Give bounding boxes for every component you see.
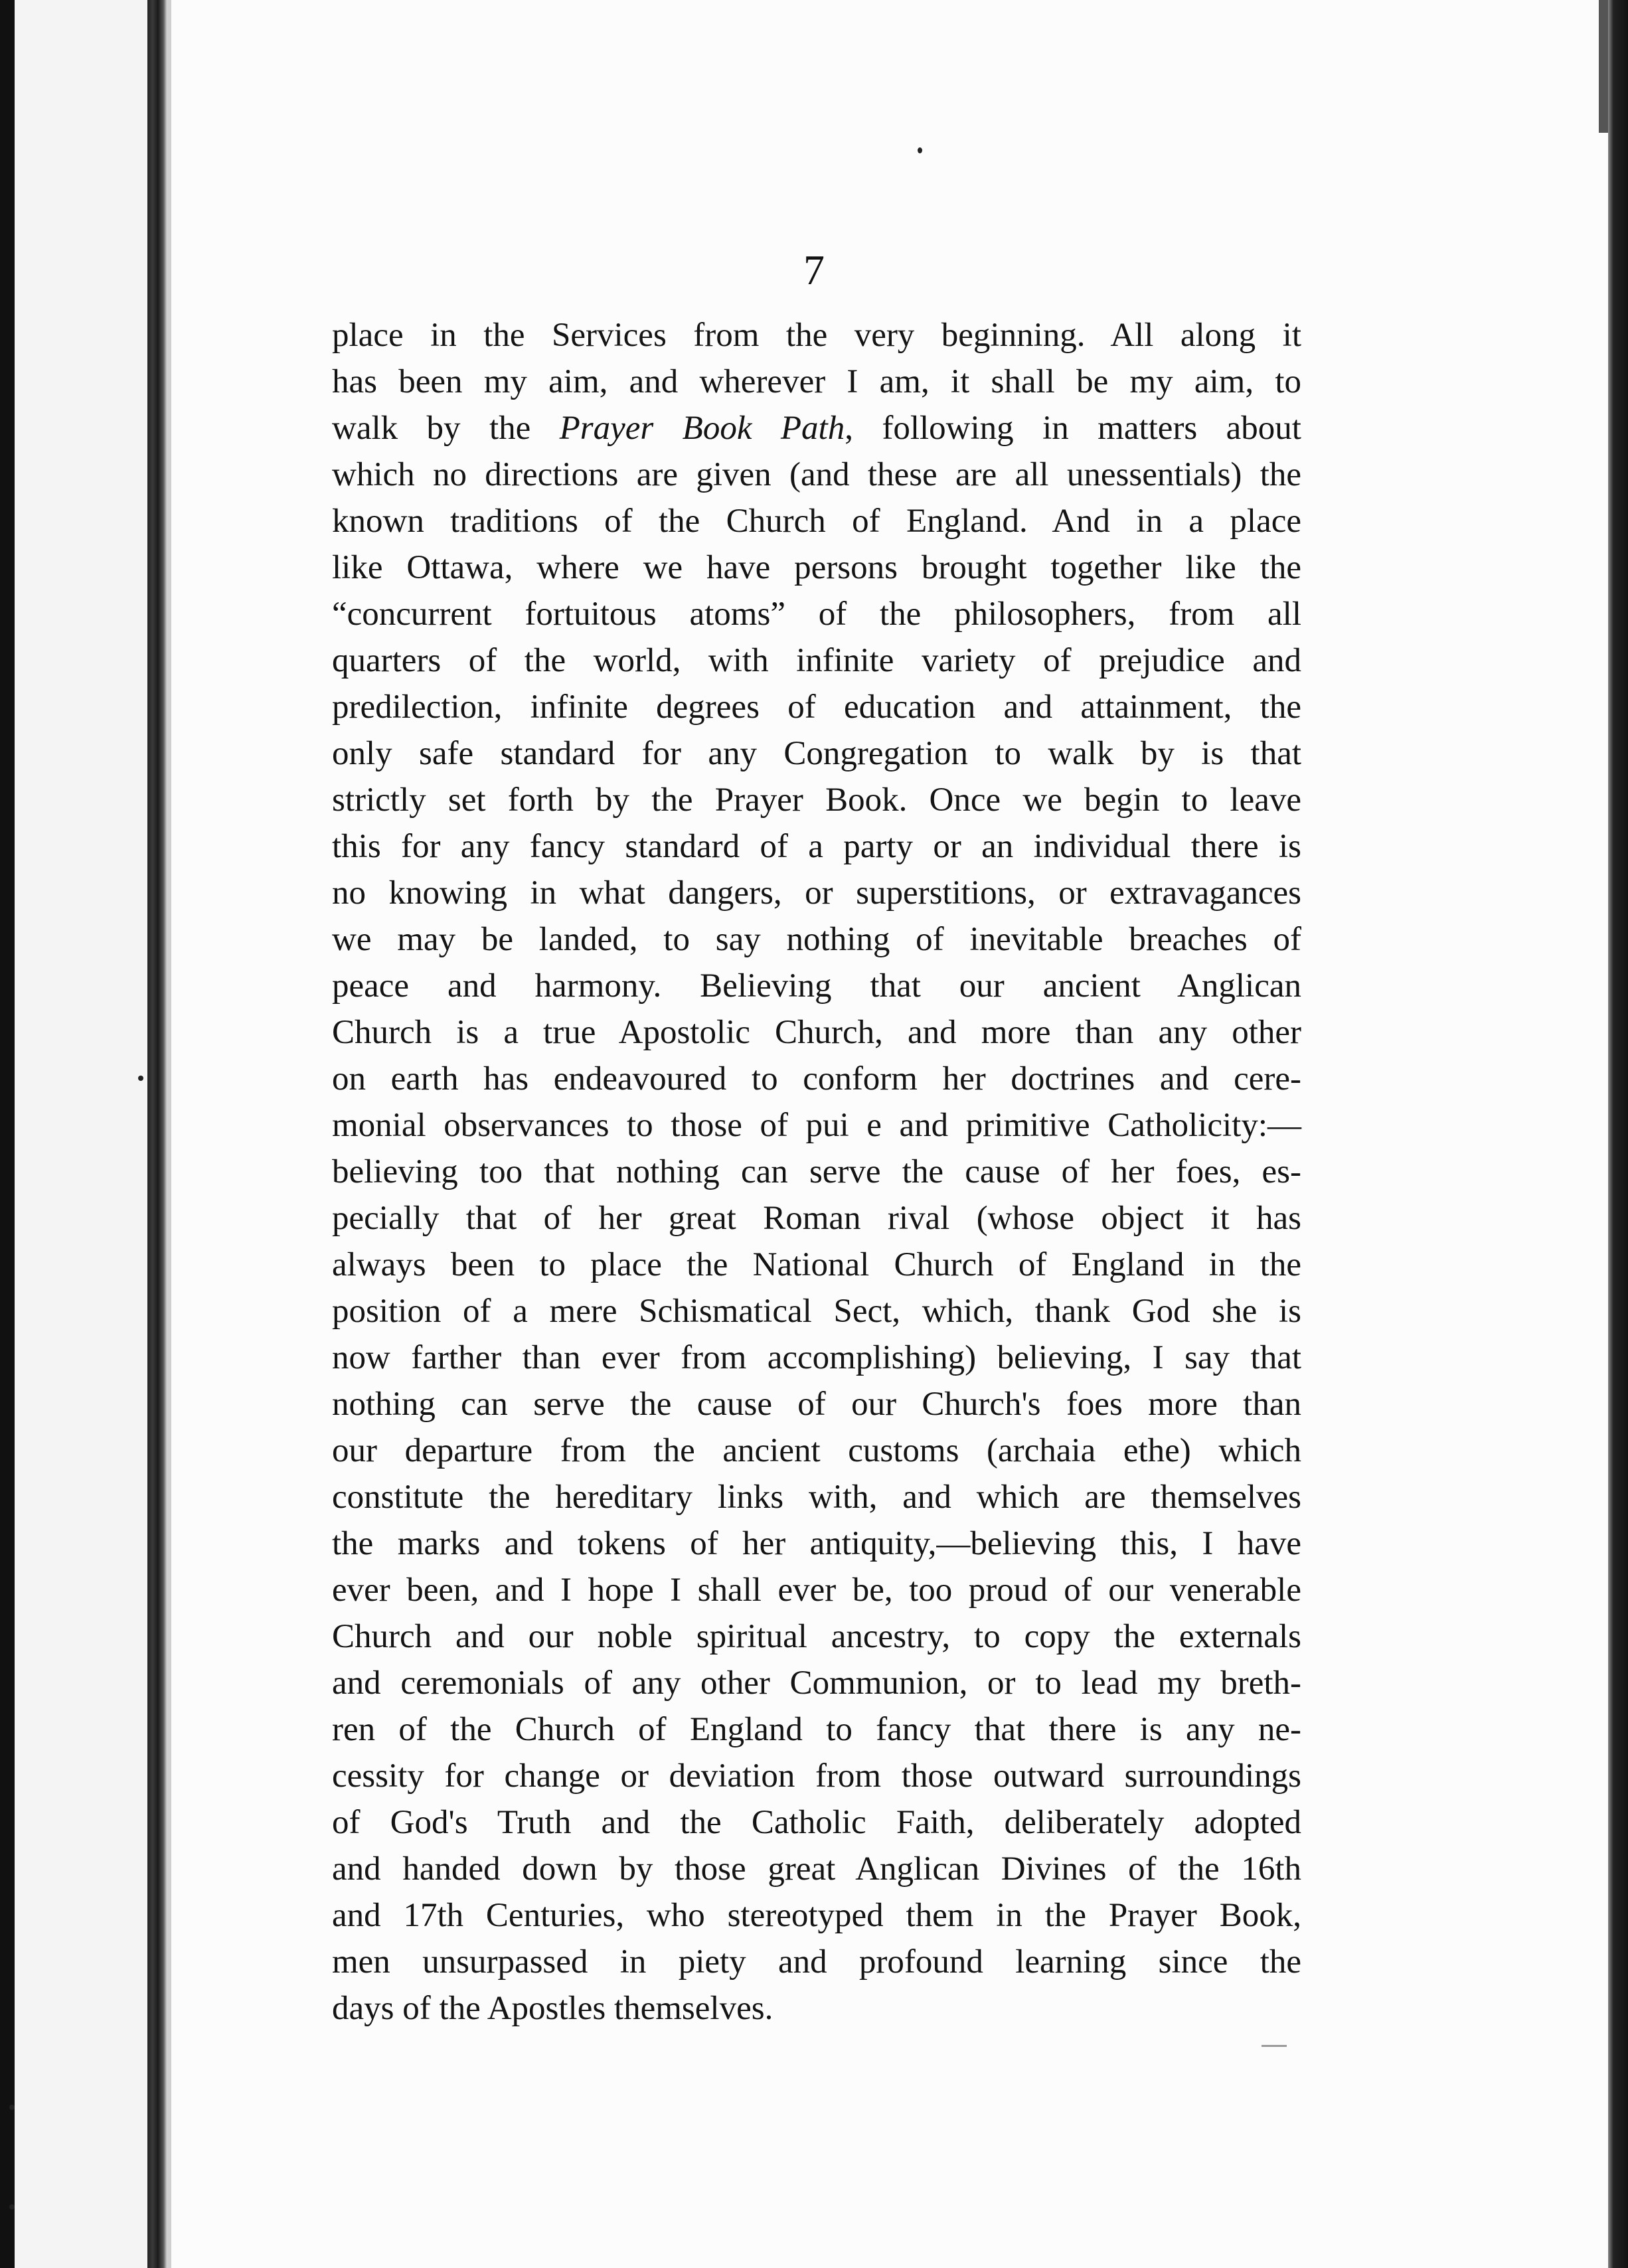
right-page-edge [1608, 0, 1628, 2268]
binding-shadow [147, 0, 167, 2268]
scan-speck [9, 2204, 15, 2210]
text-line: quarters of the world, with infinite variety of prejudice and [332, 642, 1301, 679]
text-line: our departure from the ancient customs (archaia ethe) which [332, 1432, 1301, 1469]
text-line: predilection, infinite degrees of education and attainment, the [332, 688, 1301, 726]
body-text [332, 312, 1301, 2032]
binding-gutter [0, 0, 15, 2268]
italic-title: Prayer Book Path [559, 410, 845, 447]
text-line-last: days of the Apostles themselves. [332, 1990, 773, 2027]
text-line: ever been, and I hope I shall ever be, too proud of our venerable [332, 1572, 1301, 1609]
scan-speck [918, 147, 922, 153]
text-line: peace and harmony. Believing that our ancient Anglican [332, 967, 1301, 1005]
scan-speck [9, 2105, 15, 2110]
scan-speck [138, 1076, 143, 1081]
text-line-with-italic [332, 405, 1301, 451]
text-line: now farther than ever from accomplishing) believing, I say that [332, 1339, 1301, 1376]
text-line: Church is a true Apostolic Church, and more than any other [332, 1014, 1301, 1051]
text-line: cessity for change or deviation from those outward surroundings [332, 1757, 1301, 1795]
text-line: nothing can serve the cause of our Church's foes more than [332, 1386, 1301, 1423]
text-line: this for any fancy standard of a party or an individual there is [332, 828, 1301, 865]
text-line: men unsurpassed in piety and profound learning since the [332, 1943, 1301, 1981]
text-line: which no directions are given (and these are all unessentials) the [332, 456, 1301, 493]
text-line: Church and our noble spiritual ancestry, to copy the externals [332, 1618, 1301, 1655]
text-line: has been my aim, and wherever I am, it shall be my aim, to [332, 363, 1301, 400]
text-line: “concurrent fortuitous atoms” of the philosophers, from all [332, 596, 1301, 633]
text-line: no knowing in what dangers, or superstitions, or extravagances [332, 874, 1301, 912]
text-line: pecially that of her great Roman rival (whose object it has [332, 1200, 1301, 1237]
scan-mark [1262, 2045, 1287, 2047]
text-line: on earth has endeavoured to conform her doctrines and cere- [332, 1060, 1301, 1097]
text-line: place in the Services from the very beginning. All along it [332, 317, 1301, 354]
text-line: and 17th Centuries, who stereotyped them in the Prayer Book, [332, 1897, 1301, 1934]
text-segment: , following in matters about [845, 410, 1301, 447]
text-line: known traditions of the Church of England. And in a place [332, 503, 1301, 540]
text-line: only safe standard for any Congregation to walk by is that [332, 735, 1301, 772]
text-line: always been to place the National Church of England in the [332, 1246, 1301, 1283]
text-line: and ceremonials of any other Communion, or to lead my breth- [332, 1664, 1301, 1702]
text-line: and handed down by those great Anglican Divines of the 16th [332, 1850, 1301, 1888]
text-line: of God's Truth and the Catholic Faith, deliberately adopted [332, 1804, 1301, 1841]
text-line: constitute the hereditary links with, and which are themselves [332, 1479, 1301, 1516]
text-line: like Ottawa, where we have persons brought together like the [332, 549, 1301, 586]
right-edge-shadow [1599, 0, 1608, 133]
previous-page-edge [15, 0, 147, 2268]
text-line: the marks and tokens of her antiquity,—believing this, I have [332, 1525, 1301, 1562]
text-line: ren of the Church of England to fancy that there is any ne- [332, 1711, 1301, 1748]
text-line: believing too that nothing can serve the cause of her foes, es- [332, 1153, 1301, 1190]
text-line: position of a mere Schismatical Sect, which, thank God she is [332, 1293, 1301, 1330]
text-line: we may be landed, to say nothing of inevitable breaches of [332, 921, 1301, 958]
text-line: monial observances to those of pui e and primitive Catholicity:— [332, 1107, 1301, 1144]
text-segment: walk by the [332, 410, 560, 447]
page-number: 7 [803, 246, 825, 293]
text-line: strictly set forth by the Prayer Book. Once we begin to leave [332, 781, 1301, 819]
